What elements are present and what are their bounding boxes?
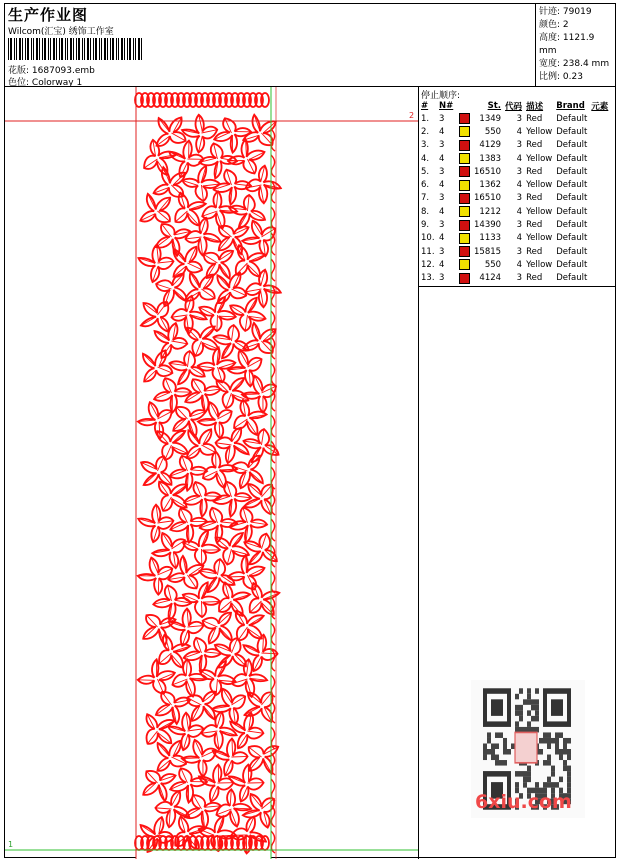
row-brand: Default xyxy=(556,193,588,204)
row-element xyxy=(589,205,610,218)
company-name: Wilcom(汇宝) 绣饰工作室 xyxy=(8,27,114,37)
col-index: # xyxy=(421,101,429,111)
row-index: 8. xyxy=(421,206,430,217)
row-desc: Yellow xyxy=(526,206,553,217)
row-color-swatch xyxy=(457,139,472,152)
table-row xyxy=(419,205,610,218)
stat-height: 高度: 1121.9 mm xyxy=(539,33,595,56)
row-color-swatch xyxy=(457,245,472,258)
stat-colors: 颜色: 2 xyxy=(539,20,569,30)
stats-panel xyxy=(536,4,615,87)
embroidery-design xyxy=(5,87,419,859)
row-element xyxy=(589,165,610,178)
row-code: 4 xyxy=(516,206,523,217)
row-needle: 4 xyxy=(439,153,445,164)
row-brand: Default xyxy=(556,126,588,137)
row-index: 3. xyxy=(421,140,430,151)
row-code: 4 xyxy=(516,233,523,244)
row-stitches: 1212 xyxy=(479,206,502,217)
row-stitches: 16510 xyxy=(474,166,502,177)
color-swatch xyxy=(459,273,470,284)
row-needle: 4 xyxy=(439,259,445,270)
color-swatch xyxy=(459,246,470,257)
header-panel xyxy=(5,4,536,87)
row-brand: Default xyxy=(556,246,588,257)
row-code: 3 xyxy=(516,113,523,124)
row-stitches: 16510 xyxy=(474,193,502,204)
row-index: 5. xyxy=(421,166,430,177)
row-code: 4 xyxy=(516,153,523,164)
row-desc: Red xyxy=(526,193,543,204)
row-color-swatch xyxy=(457,112,472,125)
row-code: 4 xyxy=(516,180,523,191)
color-swatch xyxy=(459,220,470,231)
row-brand: Default xyxy=(556,113,588,124)
row-element xyxy=(589,272,610,285)
row-desc: Yellow xyxy=(526,180,553,191)
row-color-swatch xyxy=(457,258,472,271)
row-index: 7. xyxy=(421,193,430,204)
row-brand: Default xyxy=(556,259,588,270)
row-code: 3 xyxy=(516,166,523,177)
col-stitches: St. xyxy=(487,101,502,111)
row-color-swatch xyxy=(457,205,472,218)
marker-end: 2 xyxy=(409,111,415,120)
design-preview xyxy=(5,87,419,859)
stop-sequence-title: 停止顺序: xyxy=(421,91,461,101)
color-swatch xyxy=(459,153,470,164)
row-stitches: 15815 xyxy=(474,246,502,257)
row-brand: Default xyxy=(556,220,588,231)
row-brand: Default xyxy=(556,180,588,191)
row-color-swatch xyxy=(457,178,472,191)
row-element xyxy=(589,218,610,231)
color-swatch xyxy=(459,126,470,137)
row-brand: Default xyxy=(556,206,588,217)
row-element xyxy=(589,152,610,165)
color-swatch xyxy=(459,166,470,177)
col-code: 代码 xyxy=(505,102,523,112)
row-desc: Red xyxy=(526,220,543,231)
row-brand: Default xyxy=(556,140,588,151)
stop-sequence-panel xyxy=(419,87,615,287)
site-logo: 6xiu.com xyxy=(475,791,572,813)
row-desc: Red xyxy=(526,140,543,151)
col-element: 元素 xyxy=(591,102,609,112)
row-needle: 3 xyxy=(439,193,445,204)
row-desc: Yellow xyxy=(526,126,553,137)
row-index: 11. xyxy=(421,246,435,257)
row-index: 13. xyxy=(421,273,435,284)
row-stitches: 1362 xyxy=(479,180,502,191)
barcode xyxy=(8,38,143,60)
row-element xyxy=(589,178,610,191)
table-row xyxy=(419,192,610,205)
row-element xyxy=(589,125,610,138)
row-stitches: 14390 xyxy=(474,220,502,231)
row-code: 4 xyxy=(516,259,523,270)
row-element xyxy=(589,258,610,271)
row-color-swatch xyxy=(457,125,472,138)
color-swatch xyxy=(459,259,470,270)
table-row xyxy=(419,139,610,152)
row-desc: Red xyxy=(526,166,543,177)
row-color-swatch xyxy=(457,165,472,178)
row-stitches: 1133 xyxy=(479,233,502,244)
color-swatch xyxy=(459,113,470,124)
row-code: 3 xyxy=(516,193,523,204)
table-row xyxy=(419,232,610,245)
stat-width: 宽度: 238.4 mm xyxy=(539,59,610,69)
row-stitches: 4129 xyxy=(479,140,502,151)
page-title: 生产作业图 xyxy=(8,6,89,24)
stop-sequence-table xyxy=(419,100,610,285)
row-brand: Default xyxy=(556,153,588,164)
row-index: 9. xyxy=(421,220,430,231)
table-row xyxy=(419,218,610,231)
row-color-swatch xyxy=(457,218,472,231)
table-row xyxy=(419,245,610,258)
row-stitches: 1349 xyxy=(479,113,502,124)
row-desc: Red xyxy=(526,246,543,257)
row-element xyxy=(589,192,610,205)
row-color-swatch xyxy=(457,272,472,285)
row-code: 3 xyxy=(516,246,523,257)
row-needle: 4 xyxy=(439,126,445,137)
row-color-swatch xyxy=(457,232,472,245)
row-needle: 4 xyxy=(439,233,445,244)
file-label: 花版: xyxy=(8,66,30,76)
row-needle: 3 xyxy=(439,113,445,124)
table-row xyxy=(419,125,610,138)
row-desc: Yellow xyxy=(526,153,553,164)
row-code: 4 xyxy=(516,126,523,137)
row-stitches: 1383 xyxy=(479,153,502,164)
row-element xyxy=(589,139,610,152)
production-worksheet xyxy=(4,3,616,858)
row-stitches: 550 xyxy=(484,126,502,137)
table-row xyxy=(419,178,610,191)
col-brand: Brand xyxy=(556,101,585,111)
marker-start: 1 xyxy=(8,840,14,849)
table-row xyxy=(419,152,610,165)
row-color-swatch xyxy=(457,152,472,165)
row-desc: Yellow xyxy=(526,233,553,244)
row-index: 10. xyxy=(421,233,435,244)
stat-stitches: 针迹: 79019 xyxy=(539,7,592,17)
row-stitches: 550 xyxy=(484,259,502,270)
table-row xyxy=(419,272,610,285)
row-brand: Default xyxy=(556,233,588,244)
row-code: 3 xyxy=(516,140,523,151)
row-needle: 3 xyxy=(439,166,445,177)
row-index: 2. xyxy=(421,126,430,137)
row-code: 3 xyxy=(516,273,523,284)
row-element xyxy=(589,232,610,245)
col-desc: 描述 xyxy=(526,102,544,112)
table-row xyxy=(419,165,610,178)
table-header xyxy=(419,100,610,112)
row-index: 1. xyxy=(421,113,430,124)
row-needle: 3 xyxy=(439,246,445,257)
row-element xyxy=(589,112,610,125)
table-row xyxy=(419,112,610,125)
row-index: 12. xyxy=(421,259,435,270)
colorway-label: 色位: xyxy=(8,78,30,88)
row-needle: 3 xyxy=(439,140,445,151)
row-brand: Default xyxy=(556,166,588,177)
row-brand: Default xyxy=(556,273,588,284)
color-swatch xyxy=(459,140,470,151)
row-desc: Yellow xyxy=(526,259,553,270)
row-color-swatch xyxy=(457,192,472,205)
row-stitches: 4124 xyxy=(479,273,502,284)
row-needle: 4 xyxy=(439,180,445,191)
row-needle: 3 xyxy=(439,220,445,231)
row-index: 4. xyxy=(421,153,430,164)
row-needle: 3 xyxy=(439,273,445,284)
row-desc: Red xyxy=(526,273,543,284)
color-swatch xyxy=(459,193,470,204)
color-swatch xyxy=(459,180,470,191)
row-index: 6. xyxy=(421,180,430,191)
row-needle: 4 xyxy=(439,206,445,217)
file-value: 1687093.emb xyxy=(31,66,95,76)
stat-scale: 比例: 0.23 xyxy=(539,72,583,82)
row-element xyxy=(589,245,610,258)
color-swatch xyxy=(459,206,470,217)
col-needle: N# xyxy=(439,101,454,111)
row-code: 3 xyxy=(516,220,523,231)
row-desc: Red xyxy=(526,113,543,124)
color-swatch xyxy=(459,233,470,244)
colorway-value: Colorway 1 xyxy=(31,78,83,88)
table-row xyxy=(419,258,610,271)
